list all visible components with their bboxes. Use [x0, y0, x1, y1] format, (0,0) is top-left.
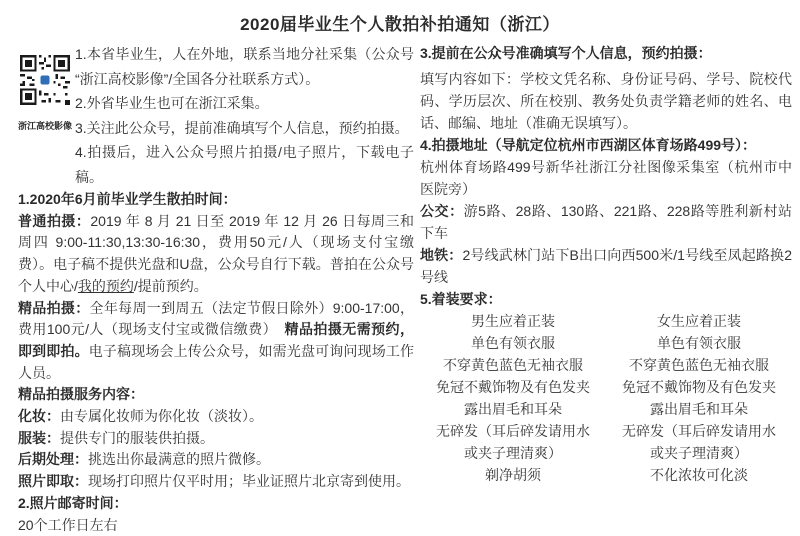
ordinary-shoot-paragraph — [18, 211, 414, 298]
services-heading: 精品拍摄服务内容： — [18, 386, 144, 403]
dress-female-item: 免冠不戴饰物及有色发夹 — [622, 379, 776, 395]
dress-male-item: 或夹子理清爽） — [464, 445, 562, 461]
dress-female-item: 不化浓妆可化淡 — [650, 467, 748, 483]
intro-item-2: 2.外省毕业生也可在浙江采集。 — [75, 95, 269, 111]
dress-female-item: 或夹子理清爽） — [650, 445, 748, 461]
dress-code-male-column — [420, 310, 606, 486]
bus-line — [420, 200, 792, 244]
dress-code-columns — [420, 310, 792, 486]
left-column — [18, 42, 414, 536]
dress-female-item: 女生应着正装 — [657, 313, 741, 329]
dress-male-item: 男生应着正装 — [471, 313, 555, 329]
service-instant-photo-label: 照片即取： — [18, 473, 88, 490]
schedule-section — [18, 189, 414, 536]
mailing-heading: 2.照片邮寄时间： — [18, 494, 128, 511]
service-item-makeup — [18, 406, 414, 428]
metro-text: 2号线武林门站下B出口向西500米/1号线至凤起路换2号线 — [420, 247, 792, 285]
intro-item-3: 3.关注此公众号，提前准确填写个人信息，预约拍摄。 — [75, 119, 409, 136]
personal-info-heading: 3.提前在公众号准确填写个人信息，预约拍摄： — [420, 45, 712, 61]
premium-shoot-emphasis: 精品拍摄无需预约，即到即拍。 — [18, 321, 414, 359]
dress-male-item: 剃净胡须 — [485, 467, 541, 483]
premium-shoot-text-2: 电子稿现场会上传公众号，如需光盘可询问现场工作人员。 — [18, 342, 415, 381]
service-retouch-text: 挑选出你最满意的照片微修。 — [88, 451, 270, 468]
service-clothing-text: 提供专门的服装供拍摄。 — [60, 429, 214, 446]
bus-text: 游5路、28路、130路、221路、228路等胜利新村站下车 — [420, 203, 792, 241]
service-item-instant-photo — [18, 471, 414, 493]
page-title: 2020届毕业生个人散拍补拍通知（浙江） — [240, 15, 560, 34]
schedule-heading: 1.2020年6月前毕业学生散拍时间： — [18, 191, 237, 207]
service-makeup-label: 化妆： — [18, 408, 60, 425]
dress-code-female-column — [606, 310, 792, 486]
service-retouch-label: 后期处理： — [18, 451, 88, 468]
dress-code-heading: 5.着装要求： — [420, 291, 502, 307]
premium-shoot-text-1: 全年每周一到周五（法定节假日除外）9:00-17:00，费用100元/人（现场支付宝或微信缴费） — [18, 299, 415, 338]
metro-line — [420, 244, 792, 288]
my-reservation-underlined-text: 我的预约 — [77, 277, 134, 294]
address-location: 杭州体育场路499号新华社浙江分社图像采集室（杭州市中医院旁） — [420, 159, 792, 197]
dress-male-item: 无碎发（耳后碎发请用水 — [436, 423, 590, 439]
right-column — [420, 42, 792, 486]
dress-male-item: 单色有领衣服 — [471, 335, 555, 351]
qr-code-icon — [20, 55, 70, 105]
service-item-retouch — [18, 449, 414, 471]
qr-block — [18, 55, 72, 138]
dress-male-item: 露出眉毛和耳朵 — [464, 401, 562, 417]
ordinary-shoot-text-1: 2019 年 8 月 21 日至 2019 年 12 月 26 日每周三和周四 9:00-11:30,13:30-16:30，费用50元/人（现场支付宝缴费）。电子稿不提供光盘和U盘，公众号自行下载。普拍在公众号个人中心/ — [18, 212, 415, 294]
premium-shoot-paragraph — [18, 298, 414, 385]
dress-female-item: 单色有领衣服 — [657, 335, 741, 351]
dress-female-item: 不穿黄色蓝色无袖衣服 — [629, 357, 769, 373]
ordinary-shoot-text-2: /提前预约。 — [133, 277, 208, 294]
intro-item-4: 4.拍摄后，进入公众号照片拍摄/电子照片，下载电子稿。 — [75, 144, 414, 185]
metro-label: 地铁： — [420, 247, 463, 263]
dress-male-item: 免冠不戴饰物及有色发夹 — [436, 379, 590, 395]
service-makeup-text: 由专属化妆师为你化妆（淡妆）。 — [60, 408, 263, 425]
bus-label: 公交： — [420, 203, 464, 219]
dress-male-item: 不穿黄色蓝色无袖衣服 — [443, 357, 583, 373]
dress-female-item: 无碎发（耳后碎发请用水 — [622, 423, 776, 439]
intro-item-1: 1.本省毕业生，人在外地，联系当地分社采集（公众号“浙江高校影像”/全国各分社联系方式）。 — [75, 46, 414, 87]
dress-female-item: 露出眉毛和耳朵 — [650, 401, 748, 417]
qr-center-logo — [40, 75, 49, 84]
service-clothing-label: 服装： — [18, 429, 60, 446]
ordinary-shoot-label: 普通拍摄： — [18, 212, 91, 229]
mailing-text: 20个工作日左右 — [18, 516, 118, 533]
premium-shoot-label: 精品拍摄： — [18, 299, 90, 316]
service-instant-photo-text: 现场打印照片仅平时用；毕业证照片北京寄到使用。 — [88, 473, 410, 490]
service-item-clothing — [18, 428, 414, 450]
address-heading: 4.拍摄地址（导航定位杭州市西湖区体育场路499号）： — [420, 137, 757, 153]
qr-label: 浙江高校影像 — [18, 120, 73, 131]
intro-section — [18, 42, 414, 189]
personal-info-body: 填写内容如下：学校文凭名称、身份证号码、学号、院校代码、学历层次、所在校别、教务处负责学籍老师的姓名、电话、邮编、地址（准确无误填写）。 — [420, 71, 792, 131]
